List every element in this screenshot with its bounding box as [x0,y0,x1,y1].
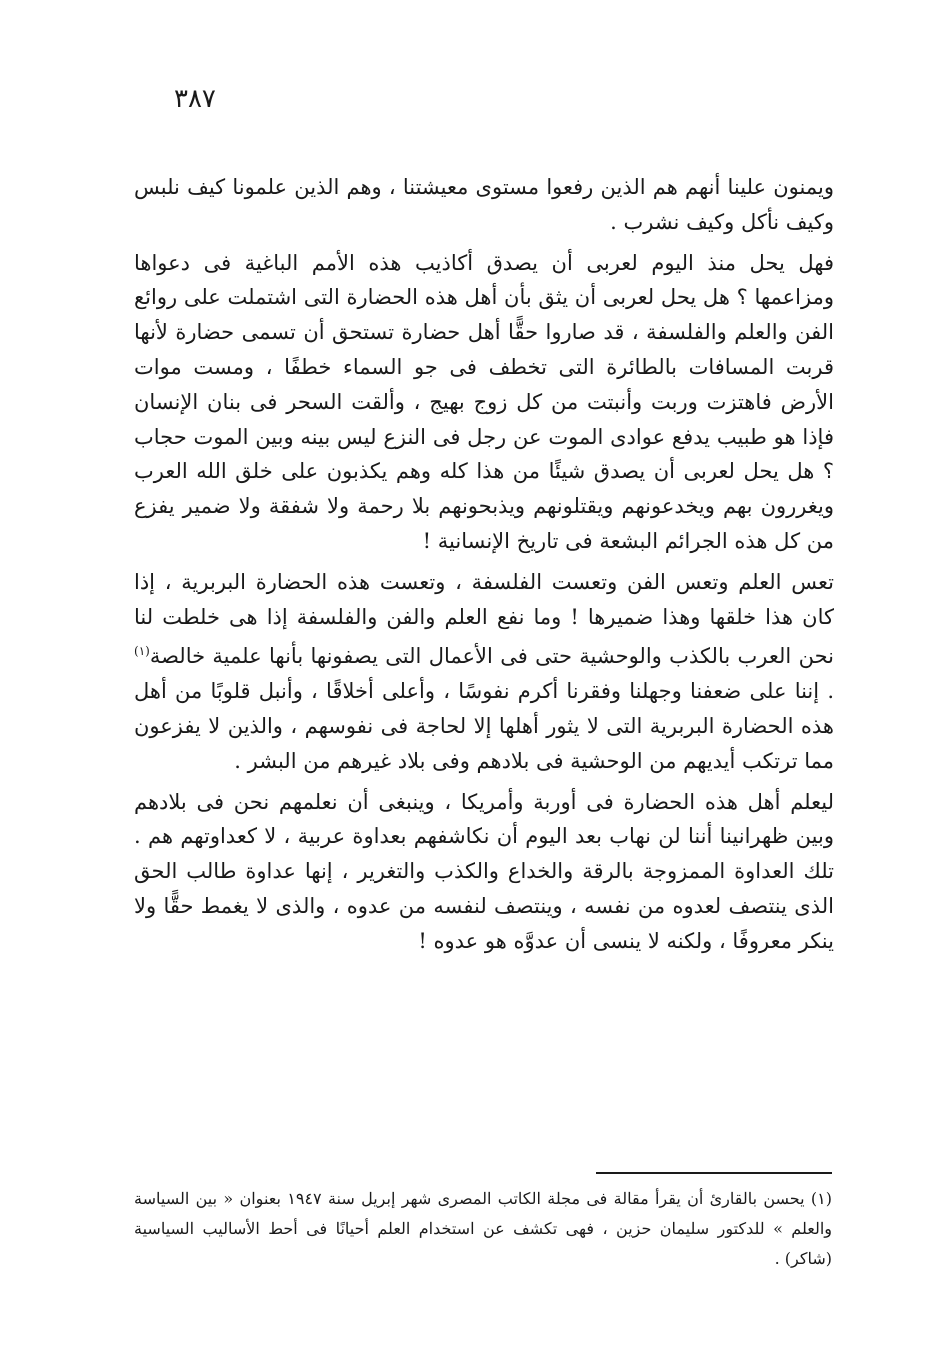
footnote-1: (١) يحسن بالقارئ أن يقرأ مقالة فى مجلة الكاتب المصرى شهر إبريل سنة ١٩٤٧ بعنوان « بين السياسة والعلم » للدكتور سليمان حزين ، فهى تكشف عن استخدام العلم أحيانًا فى أحط الأساليب السياسية (شاكر) . [134,1189,832,1268]
paragraph-3-text: تعس العلم وتعس الفن وتعست الفلسفة ، وتعست هذه الحضارة البربرية ، إذا كان هذا خلقها وهذا ضميرها ! وما نفع العلم والفن والفلسفة إذا هى خلطت لنا نحن العرب بالكذب والوحشية حتى فى الأعمال التى يصفونها بأنها علمية خالصة [134,569,834,669]
page-number: ٣٨٧ [174,84,216,114]
footnote-separator [596,1172,832,1174]
footnote-marker: (١) [134,644,150,659]
paragraph-3-continuation: . إننا على ضعفنا وجهلنا وفقرنا أكرم نفوسًا ، وأعلى أخلاقًا ، وأنبل قلوبًا من أهل هذه الحضارة البربرية التى لا يثور أهلها إلا لحاجة فى نفوسهم ، والذين لا يفزعون مما ترتكب أيديهم من الوحشية فى بلادهم وفى بلاد غيرهم من البشر . [134,679,834,773]
footnotes [134,1184,832,1274]
main-text [134,170,834,959]
paragraph-1: ويمنون علينا أنهم هم الذين رفعوا مستوى معيشتنا ، وهم الذين علمونا كيف نلبس وكيف نأكل وكيف نشرب . [134,175,834,234]
paragraph-4: ليعلم أهل هذه الحضارة فى أوربة وأمريكا ، وينبغى أن نعلمهم نحن فى بلادهم وبين ظهرانينا أننا لن نهاب بعد اليوم أن نكاشفهم بعداوة عربية ، لا كعداوتهم هم . تلك العداوة الممزوجة بالرقة والخداع والكذب والتغرير ، إنها عداوة طالب الحق الذى ينتصف لعدوه من نفسه ، وينتصف لنفسه من عدوه ، والذى لا يغمط حقًّا ولا ينكر معروفًا ، ولكنه لا ينسى أن عدوَّه هو عدوه ! [134,789,834,953]
paragraph-2: فهل يحل منذ اليوم لعربى أن يصدق أكاذيب هذه الأمم الباغية فى دعواها ومزاعمها ؟ هل يحل لعربى أن يثق بأن أهل هذه الحضارة التى اشتملت على روائع الفن والعلم والفلسفة ، قد صاروا حقًّا أهل حضارة تستحق أن تسمى حضارة لأنها قربت المسافات بالطائرة التى تخطف فى جو السماء خطفًا ، ومست موات الأرض فاهتزت وربت وأنبتت من كل زوج بهيج ، وألقت السحر فى بنان الإنسان فإذا هو طبيب يدفع عوادى الموت عن رجل فى النزع ليس بينه وبين الموت حجاب ؟ هل يحل لعربى أن يصدق شيئًا من هذا كله وهم يكذبون على خلق الله العرب ويغررون بهم ويخدعونهم ويقتلونهم ويذبحونهم بلا رحمة ولا شفقة ولا ضمير يفزع من كل هذه الجرائم البشعة فى تاريخ الإنسانية ! [134,250,834,553]
paragraph-3 [134,565,834,779]
